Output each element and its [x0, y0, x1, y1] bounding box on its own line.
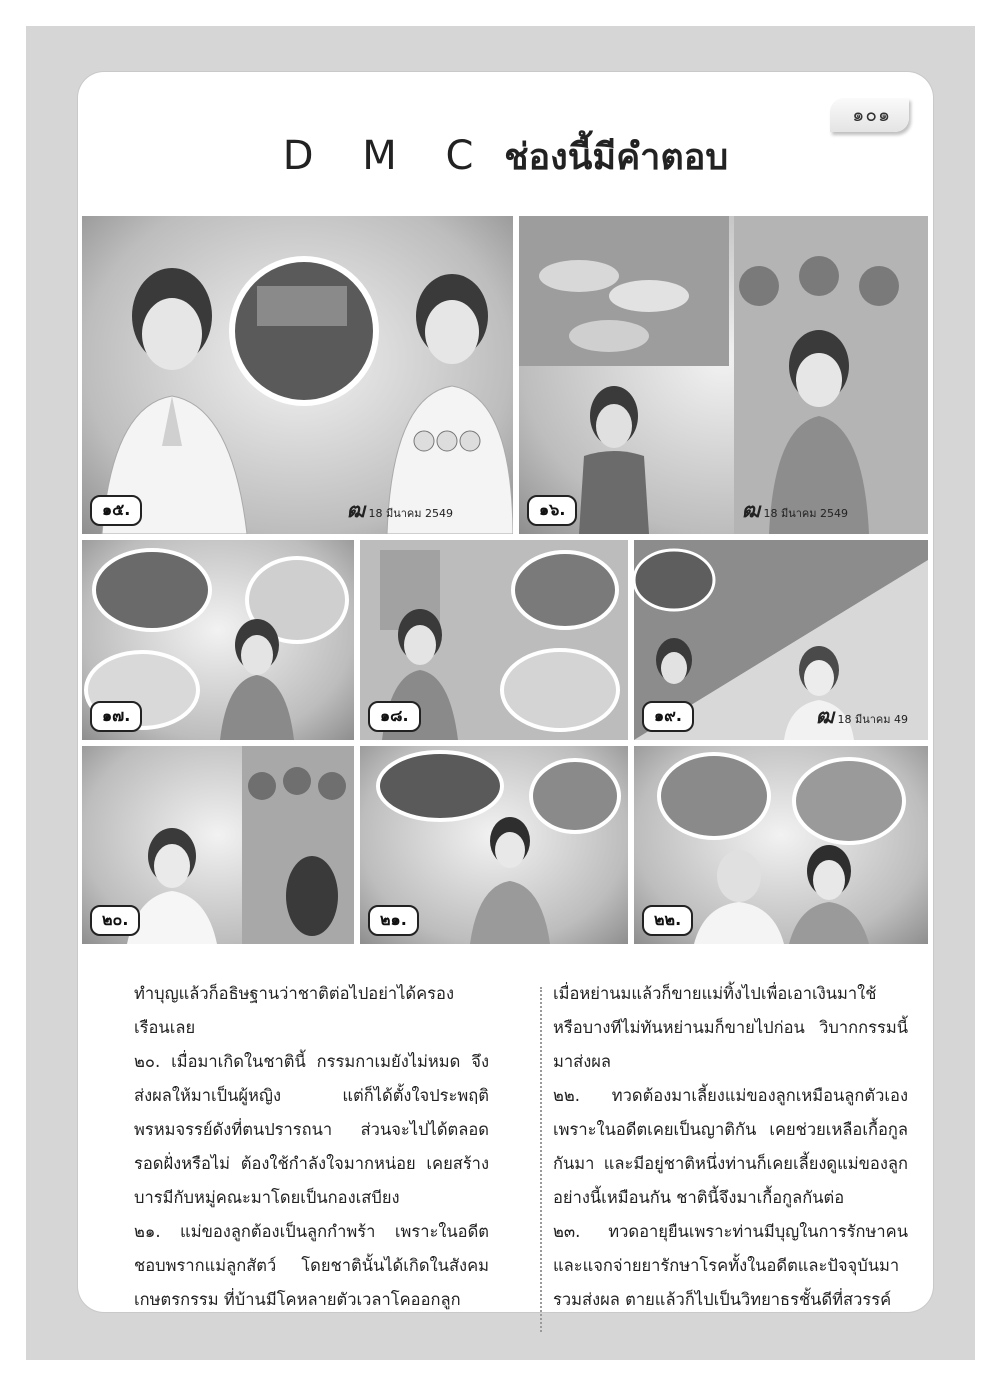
illustration-panel-19	[634, 540, 928, 740]
paragraph: เมื่อหย่านมแล้วก็ขายแม่ทิ้งไปเพื่อเอาเงินมาใช้ หรือบางทีไม่ทันหย่านมก็ขายไปก่อน วิบากกรรมนี้มาส่งผล	[553, 984, 908, 1071]
panel-number-22: ๒๒.	[642, 905, 693, 936]
illustration-panel-18	[360, 540, 628, 740]
panel-number-20: ๒๐.	[90, 905, 140, 936]
page-number: ๑๐๑	[830, 98, 909, 132]
panel-signature-19	[816, 700, 908, 732]
panel-signature-15	[347, 494, 453, 526]
illustration-panel-22	[634, 746, 928, 944]
signature-date: 18 มีนาคม 2549	[763, 507, 848, 520]
panel-number-19: ๑๙.	[642, 701, 694, 732]
illustration-15-art	[82, 216, 513, 534]
panel-number-16: ๑๖.	[527, 495, 577, 526]
signature-mark: ฒ	[741, 498, 760, 522]
page-background	[26, 26, 975, 1360]
page-card	[78, 72, 933, 1312]
signature-mark: ฒ	[815, 704, 834, 728]
column-divider	[540, 987, 542, 1332]
panel-number-21: ๒๑.	[368, 905, 419, 936]
panel-number-15: ๑๕.	[90, 495, 142, 526]
text-column-left	[134, 977, 489, 1317]
signature-mark: ฒ	[346, 498, 365, 522]
page-title	[78, 132, 933, 182]
text-column-right	[553, 977, 908, 1317]
paragraph: ๒๓. ทวดอายุยืนเพราะท่านมีบุญในการรักษาคนและแจกจ่ายยารักษาโรคทั้งในอดีตและปัจจุบันมารวมส่งผล ตายแล้วก็ไปเป็นวิทยาธรชั้นดีที่สวรรค์	[553, 1222, 908, 1309]
illustration-16-art	[519, 216, 928, 534]
paragraph: ๒๐. เมื่อมาเกิดในชาตินี้ กรรมกาเมยังไม่หมด จึงส่งผลให้มาเป็นผู้หญิง แต่ก็ได้ตั้งใจประพฤติพรหมจรรย์ดังที่ตนปรารถนา ส่วนจะไปได้ตลอดรอดฝั่งหรือไม่ ต้องใช้กำลังใจมากหน่อย เคยสร้างบารมีกับหมู่คณะมาโดยเป็นกองเสบียง	[134, 1052, 489, 1207]
panel-number-18: ๑๘.	[368, 701, 421, 732]
paragraph: ๒๒. ทวดต้องมาเลี้ยงแม่ของลูกเหมือนลูกตัวเอง เพราะในอดีตเคยเป็นญาติกัน เคยช่วยเหลือเกื้อกูลกันมา และมีอยู่ชาติหนึ่งท่านก็เคยเลี้ยงดูแม่ของลูกอย่างนี้เหมือนกัน ชาตินี้จึงมาเกื้อกูลกันต่อ	[553, 1086, 908, 1207]
panel-number-17: ๑๗.	[90, 701, 142, 732]
illustration-panel-17	[82, 540, 354, 740]
illustration-panel-15	[82, 216, 513, 534]
illustration-panel-21	[360, 746, 628, 944]
illustration-panel-20	[82, 746, 354, 944]
signature-date: 18 มีนาคม 2549	[368, 507, 453, 520]
illustration-panel-16	[519, 216, 928, 534]
signature-date: 18 มีนาคม 49	[837, 713, 908, 726]
title-latin: D M C	[282, 133, 492, 179]
title-thai: ช่องนี้มีคำตอบ	[504, 137, 729, 178]
paragraph: ทำบุญแล้วก็อธิษฐานว่าชาติต่อไปอย่าได้ครองเรือนเลย	[134, 984, 455, 1037]
paragraph: ๒๑. แม่ของลูกต้องเป็นลูกกำพร้า เพราะในอดีตชอบพรากแม่ลูกสัตว์ โดยชาตินั้นได้เกิดในสังคมเกษตรกรรม ที่บ้านมีโคหลายตัวเวลาโคออกลูก	[134, 1222, 489, 1309]
panel-signature-16	[742, 494, 848, 526]
